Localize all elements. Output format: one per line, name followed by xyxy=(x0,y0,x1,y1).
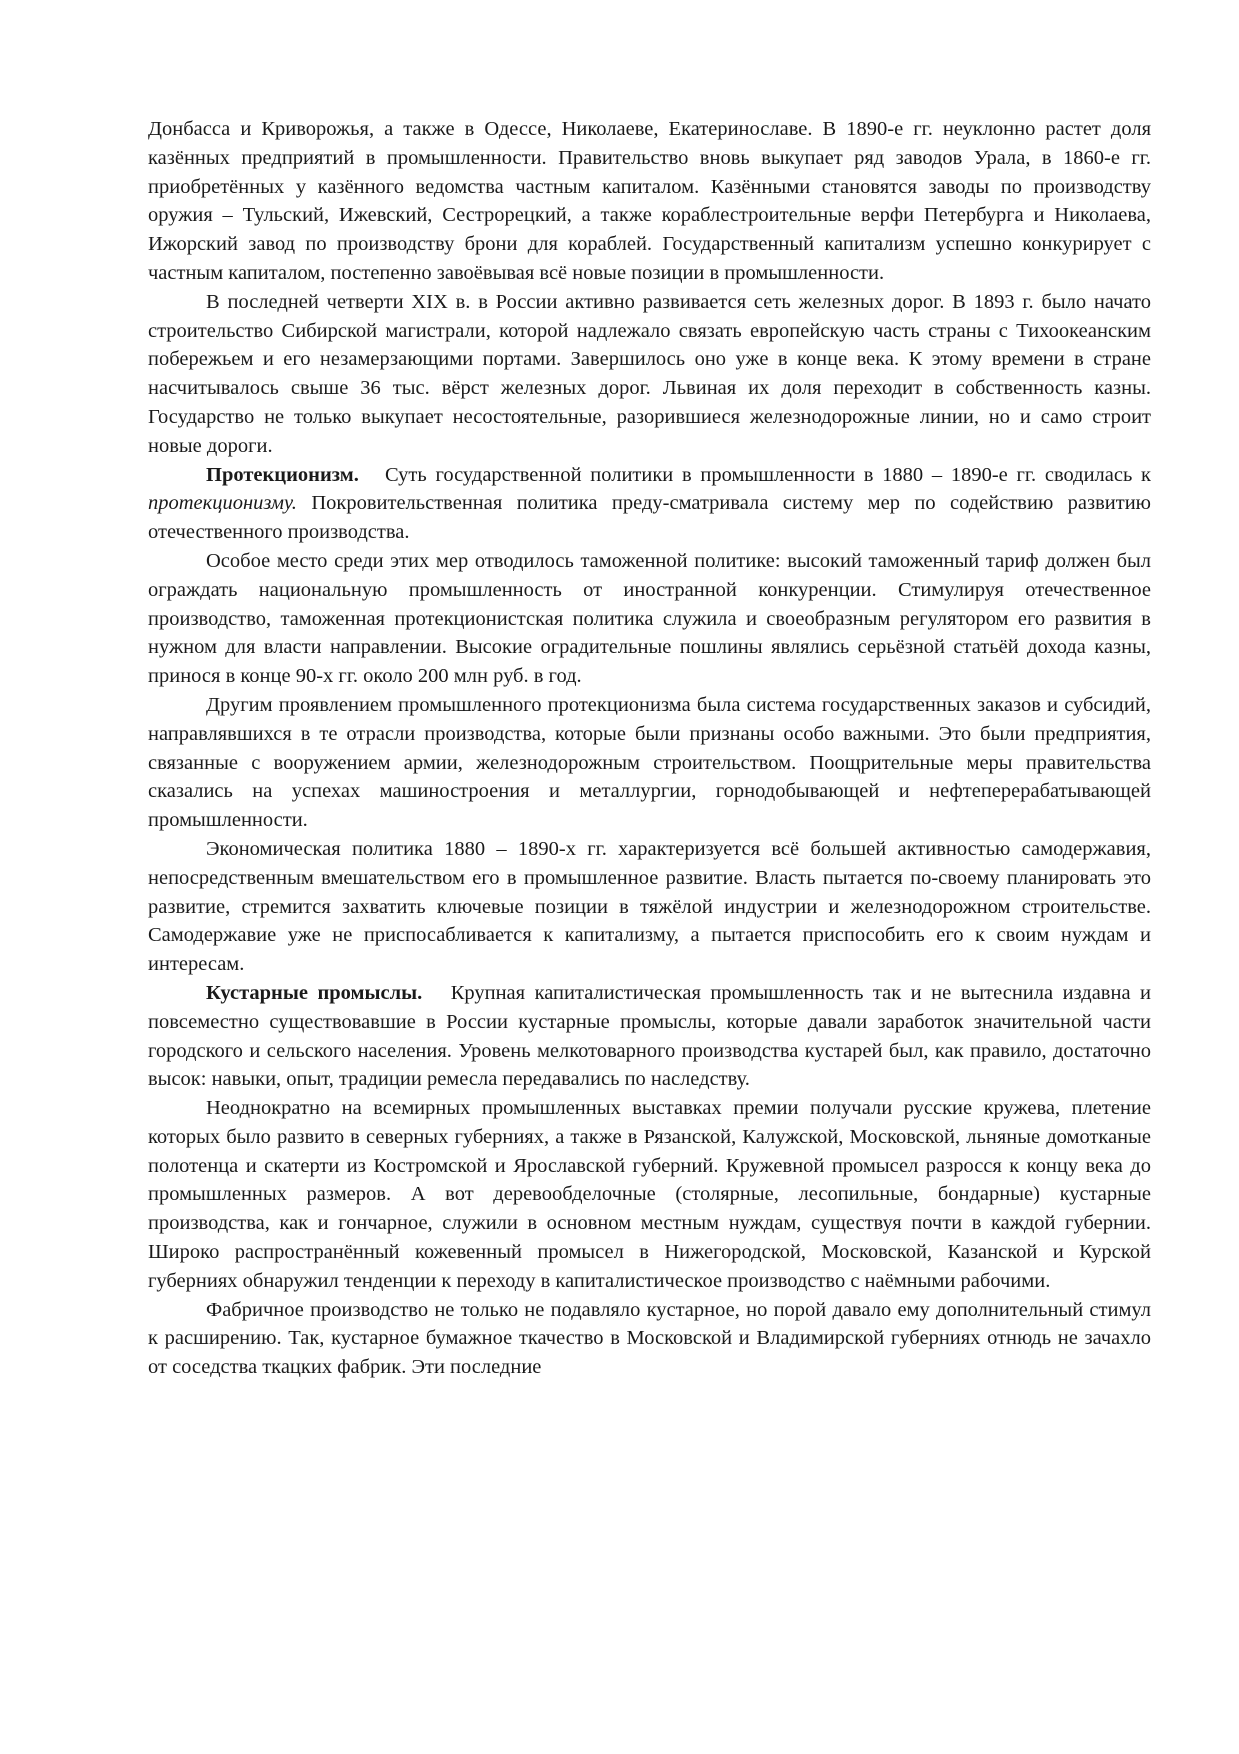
paragraph-2: В последней четверти XIX в. в России активно развивается сеть железных дорог. В 1893 г. было начато строительство Сибирской магистрали, которой надлежало связать европейскую часть страны с Тихоокеанским побережьем и его незамерзающими портами. Завершилось оно уже в конце века. К этому времени в стране насчитывалось свыше 36 тыс. вёрст железных дорог. Львиная их доля переходит в собственность казны. Государство не только выкупает несостоятельные, разорившиеся железнодорожные линии, но и само строит новые дороги. xyxy=(148,290,1151,457)
paragraph-9: Фабричное производство не только не подавляло кустарное, но порой давало ему дополнительный стимул к расширению. Так, кустарное бумажное ткачество в Московской и Владимирской губерниях отнюдь не зачахло от соседства ткацких фабрик. Эти последние xyxy=(148,1298,1151,1379)
paragraph-3-text-before: Суть государственной политики в промышленности в 1880 – 1890-е гг. сводилась к xyxy=(385,463,1151,486)
section-heading-handicrafts: Кустарные промыслы. xyxy=(206,981,423,1004)
paragraph-3-emphasis: протекционизму. xyxy=(148,492,297,515)
paragraph-7-text: Крупная капиталистическая промышленность так и не вытеснила издавна и повсеместно существовавшие в России кустарные промыслы, которые давали заработок значительной части городского и сельского населения. Уровень мелкотоварного производства кустарей был, как правило, достаточно высок: навыки, опыт, традиции ремесла передавались по наследству. xyxy=(148,981,1152,1091)
paragraph-4: Особое место среди этих мер отводилось таможенной политике: высокий таможенный тариф должен был ограждать национальную промышленность от иностранной конкуренции. Стимулируя отечественное производство, таможенная протекционистская политика служила и своеобразным регулятором его развития в нужном для власти направлении. Высокие оградительные пошлины являлись серьёзной статьёй дохода казны, принося в конце 90-х гг. около 200 млн руб. в год. xyxy=(148,549,1151,688)
paragraph-5: Другим проявлением промышленного протекционизма была система государственных заказов и субсидий, направлявшихся в те отрасли производства, которые были признаны особо важными. Это были предприятия, связанные с вооружением армии, железнодорожным строительством. Поощрительные меры правительства сказались на успехах машиностроения и металлургии, горнодобывающей и нефтеперерабатывающей промышленности. xyxy=(148,693,1151,832)
section-heading-protectionism: Протекционизм. xyxy=(206,463,359,486)
paragraph-8: Неоднократно на всемирных промышленных выставках премии получали русские кружева, плетение которых было развито в северных губерниях, а также в Рязанской, Калужской, Московской, льняные домотканые полотенца и скатерти из Костромской и Ярославской губерний. Кружевной промысел разросся к концу века до промышленных размеров. А вот деревообделочные (столярные, лесопильные, бондарные) кустарные производства, как и гончарное, служили в основном местным нуждам, существуя почти в каждой губернии. Широко распространённый кожевенный промысел в Нижегородской, Московской, Казанской и Курской губерниях обнаружил тенденции к переходу в капиталистическое производство с наёмными рабочими. xyxy=(148,1097,1151,1292)
paragraph-1: Донбасса и Криворожья, а также в Одессе, Николаеве, Екатеринославе. В 1890-е гг. неуклонно растет доля казённых предприятий в промышленности. Правительство вновь выкупает ряд заводов Урала, в 1860-е гг. приобретённых у казённого ведомства частным капиталом. Казёнными становятся заводы по производству оружия – Тульский, Ижевский, Сестрорецкий, а также кораблестроительные верфи Петербурга и Николаева, Ижорский завод по производству брони для кораблей. Государственный капитализм успешно конкурирует с частным капиталом, постепенно завоёвывая всё новые позиции в промышленности. xyxy=(148,118,1151,284)
paragraph-6: Экономическая политика 1880 – 1890-х гг. характеризуется всё большей активностью самодержавия, непосредственным вмешательством его в промышленное развитие. Власть пытается по-своему планировать это развитие, стремится захватить ключевые позиции в тяжёлой индустрии и железнодорожном строительстве. Самодержавие уже не приспосабливается к капитализму, а пытается приспособить его к своим нуждам и интересам. xyxy=(148,837,1151,976)
paragraph-3-text-after: Покровительственная политика преду-сматривала систему мер по содействию развитию отечественного производства. xyxy=(148,492,1151,544)
paragraph-7 xyxy=(148,979,1151,1094)
paragraph-3 xyxy=(148,461,1151,547)
